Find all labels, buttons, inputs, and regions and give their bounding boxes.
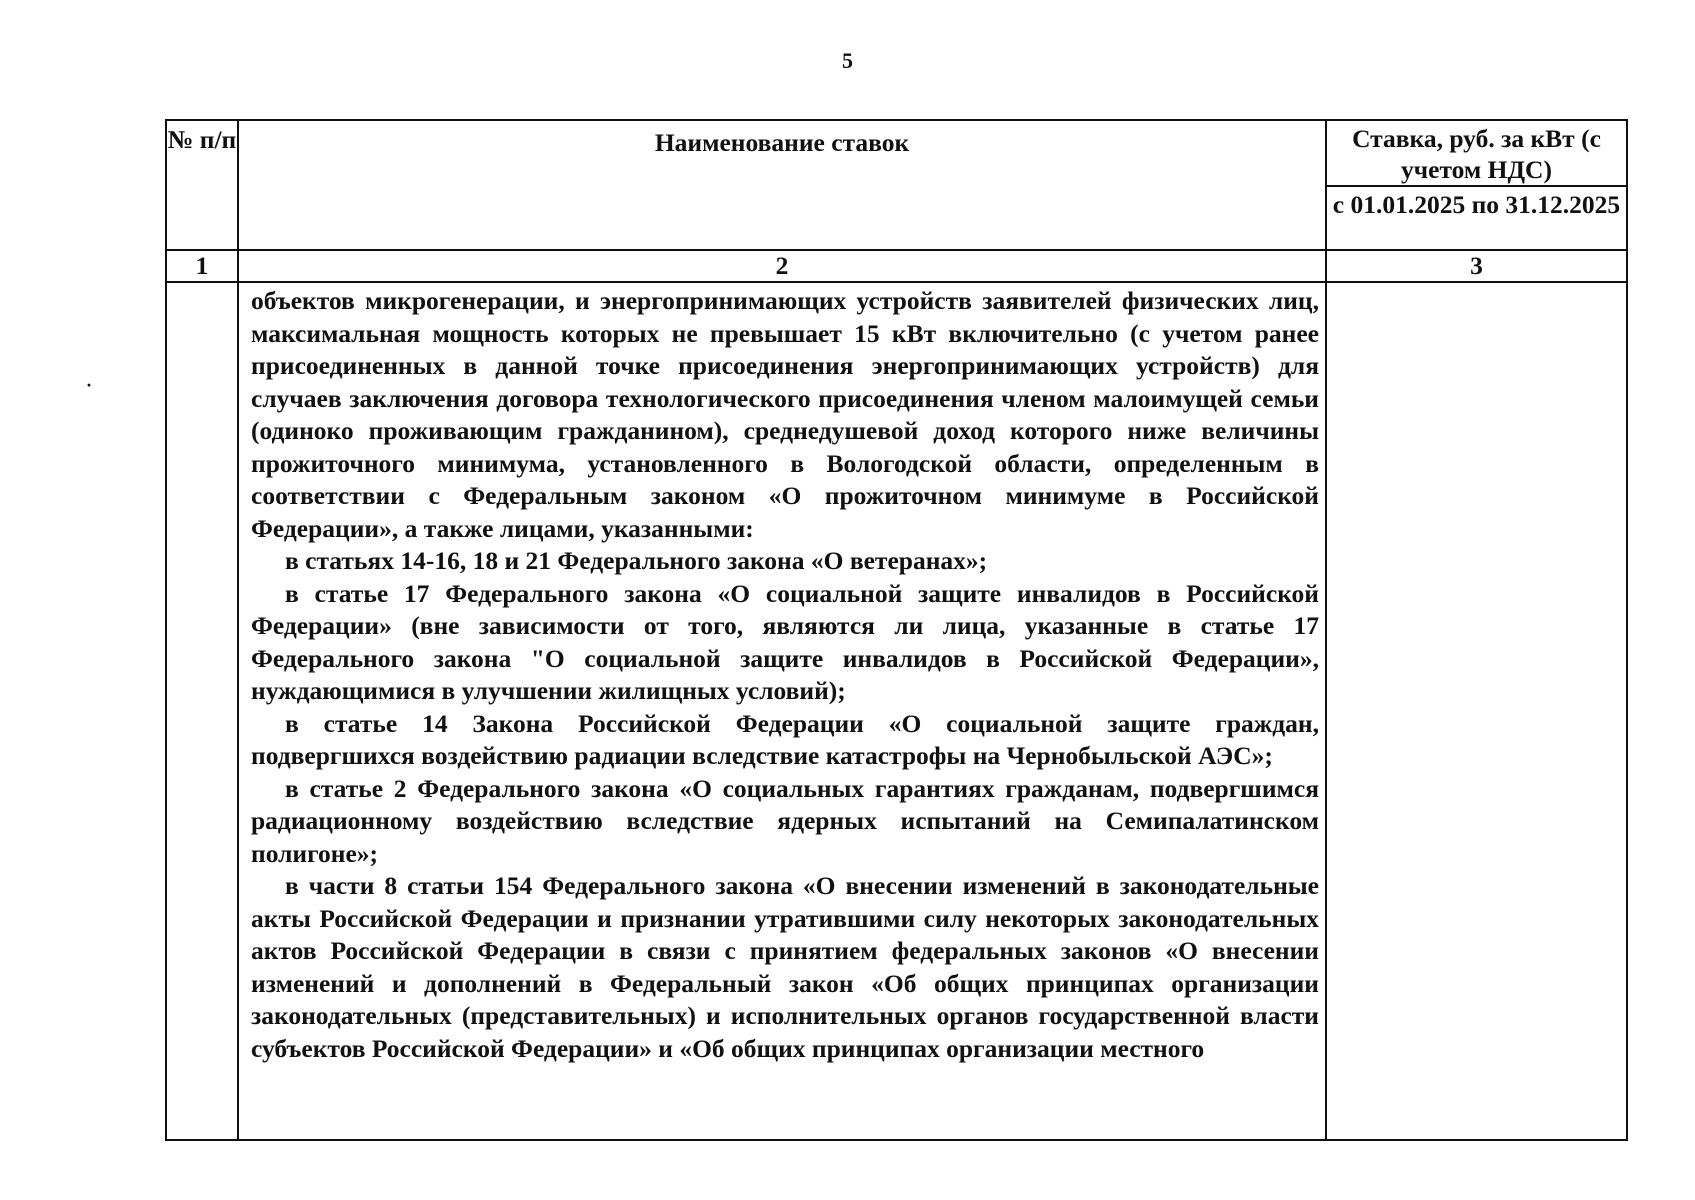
header-rate-cell: Ставка, руб. за кВт (с учетом НДС) (1326, 120, 1627, 186)
column-number-row (166, 250, 1627, 282)
paragraph: в статье 17 Федерального закона «О социальной защите инвалидов в Российской Федерации» (вне зависимости от того, являются ли лица, указанные в статье 17 Федерального закона "О социальной защите инвалидов в Российской Федерации», нуждающимися в улучшении жилищных условий); (251, 578, 1319, 705)
row-name-cell (238, 282, 1326, 1140)
header-row-1 (166, 120, 1627, 186)
column-number-2: 2 (238, 250, 1326, 282)
header-period-cell: с 01.01.2025 по 31.12.2025 (1326, 186, 1627, 250)
paragraph: в статье 14 Закона Российской Федерации «О социальной защите граждан, подвергшихся воздействию радиации вследствие катастрофы на Чернобыльской АЭС»; (251, 708, 1319, 770)
column-number-3: 3 (1326, 250, 1627, 282)
rates-table (165, 119, 1628, 1141)
paragraph: в части 8 статьи 154 Федерального закона «О внесении изменений в законодательные акты Российской Федерации и признании утратившими силу некоторых законодательных актов Российской Федерации в связи с принятием федеральных законов «О внесении изменений и дополнений в Федеральный закон «Об общих принципах организации законодательных (представительных) и исполнительных органов государственной власти субъектов Российской Федерации» и «Об общих принципах организации местного (251, 871, 1319, 1063)
paragraph: в статье 2 Федерального закона «О социальных гарантиях гражданам, подвергшимся радиационному воздействию вследствие ядерных испытаний на Семипалатинском полигоне»; (251, 773, 1319, 868)
column-number-1: 1 (166, 250, 238, 282)
row-rate-cell (1326, 282, 1627, 1140)
header-num-cell: № п/п (166, 120, 238, 250)
paragraph: объектов микрогенерации, и энергопринимающих устройств заявителей физических лиц, максимальная мощность которых не превышает 15 кВт включительно (с учетом ранее присоединенных в данной точке присоединения энергопринимающих устройств) для случаев заключения договора технологического присоединения членом малоимущей семьи (одиноко проживающим гражданином), среднедушевой доход которого ниже величины прожиточного минимума, установленного в Вологодской области, определенным в соответствии с Федеральным законом «О прожиточном минимуме в Российской Федерации», а также лицами, указанными: (251, 286, 1319, 543)
paragraph: в статьях 14-16, 18 и 21 Федерального закона «О ветеранах»; (285, 546, 988, 575)
table-row (166, 282, 1627, 1140)
stray-mark: · (86, 375, 93, 395)
rate-description (239, 283, 1325, 1065)
row-num-cell (166, 282, 238, 1140)
page-number: 5 (842, 48, 853, 73)
header-name-cell: Наименование ставок (238, 120, 1326, 250)
